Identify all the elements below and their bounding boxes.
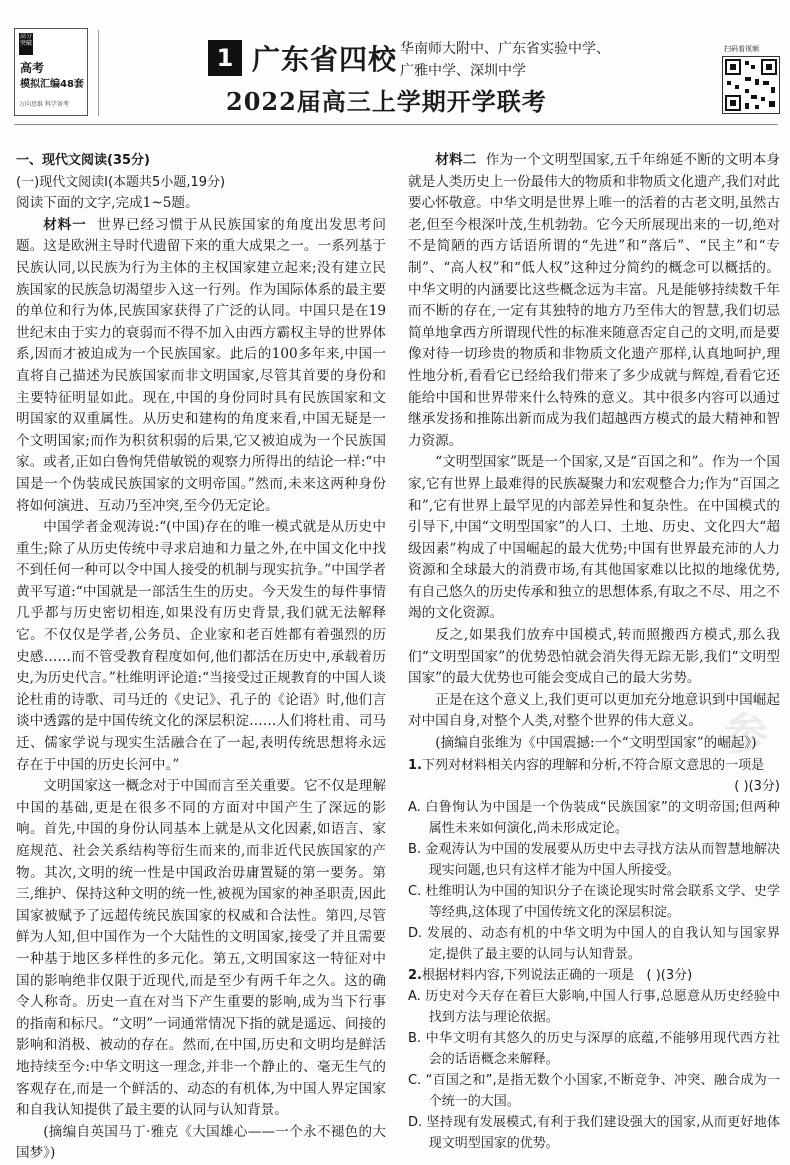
badge-line2: 模拟汇编48套	[20, 79, 84, 90]
exam-number: 1	[208, 40, 242, 76]
badge-line3: 万向思维 科学备考	[19, 101, 69, 108]
material2-paragraph-4: 正是在这个意义上,我们更可以更加充分地意识到中国崛起对中国自身,对整个人类,对整个世界的伟大意义。	[408, 691, 780, 730]
material1-paragraph-1	[16, 215, 386, 517]
exam-title: 2022届高三上学期开学联考	[226, 87, 547, 116]
left-column	[16, 150, 386, 1165]
question-2-option-d[interactable]: D. 坚持现有发展模式,有利于我们建设强大的国家,从而更好地体现文明型国家的优势。	[408, 1114, 780, 1151]
book-cover-logo	[14, 28, 88, 116]
question-1-stem: 下列对材料相关内容的理解和分析,不符合原文意思的一项是	[421, 757, 765, 773]
question-1-option-c[interactable]: C. 杜维明认为中国的知识分子在谈论现实时常会联系文学、史学等经典,这体现了中国传统文化的深层积淀。	[408, 883, 780, 920]
material1-paragraph-2: 中国学者金观涛说:“(中国)存在的唯一模式就是从历史中重生;除了从历史传统中寻求启迪和力量之外,在中国文化中找不到任何一种可以令中国人接受的机制与现实抗争。”中国学者黄平写道:“中国就是一部活生生的历史。今天发生的每件事情几乎都与历史密切相连,如果没有历史背景,我们就无法解释它。不仅仅是学者,公务员、企业家和老百姓都有着强烈的历史感……而不管受教育程度如何,他们都活在历史中,承载着历史,为历史代言。”杜维明评论道:“当接受过正规教育的中国人谈论杜甫的诗歌、司马迁的《史记》、孔子的《论语》时,他们言谈中透露的是中国传统文化的深层积淀……人们将杜甫、司马迁、儒家学说与现实生活融合在了一起,表明传统思想将永远存在于中国的历史长河中。”	[16, 519, 386, 773]
question-1-option-b[interactable]: B. 金观涛认为中国的发展要从历史中去寻找方法从而智慧地解决现实问题,也只有这样才能为中国人所接受。	[408, 841, 780, 878]
question-1-number: 1.	[408, 757, 422, 773]
question-2-option-b[interactable]: B. 中华文明有其悠久的历史与深厚的底蕴,不能够用现代西方社会的话语概念来解释。	[408, 1030, 780, 1067]
material1-label: 材料一	[43, 216, 87, 233]
header-rule	[14, 124, 778, 125]
material1-p1-text: 世界已经习惯于从民族国家的角度出发思考问题。这是欧洲主导时代遗留下来的重大成果之一。一系列基于民族认同,以民族为行为主体的主权国家建立起来;没有建立民族国家的民族急切渴望步入这一行列。作为国际体系的最主要的单位和行为体,民族国家获得了广泛的认同。中国只是在19世纪末由于实力的衰弱而不得不加入由西方霸权主导的世界体系,因而才被迫成为一个民族国家。此后的100多年来,中国一直将自己描述为民族国家而非文明国家,尽管其首要的身份和主要特征明显如此。现在,中国的身份同时具有民族国家和文明国家的双重属性。从历史和建构的角度来看,中国无疑是一个文明国家;而作为积贫积弱的后果,它又被迫成为一个民族国家。或者,正如白鲁恂凭借敏锐的观察力所得出的结论一样:“中国是一个伪装成民族国家的文明帝国。”然而,未来这两种身份将如何演进、互动乃至冲突,至今仍无定论。	[16, 216, 386, 514]
material2-paragraph-2: “文明型国家”既是一个国家,又是“百国之和”。作为一个国家,它有世界上最难得的民族凝聚力和宏观整合力;作为“百国之和”,它有世界上最罕见的内部差异性和复杂性。在中国模式的引导下,中国“文明型国家”的人口、土地、历史、文化四大“超级因素”构成了中国崛起的最大优势;中国有世界最充沛的人力资源和全球最大的消费市场,有其他国家难以比拟的地缘优势,有自己悠久的历史传承和独立的思想体系,有取之不尽、用之不竭的文化资源。	[408, 454, 780, 622]
school-group-title: 广东省四校	[252, 43, 398, 76]
right-column	[408, 150, 780, 1154]
material2-p1-text: 作为一个文明型国家,五千年绵延不断的文明本身就是人类历史上一份最伟大的物质和非物质文化遗产,我们对此要心怀敬意。中华文明是世界上唯一的活着的古老文明,虽然古老,但至今根深叶茂,生机勃勃。它今天所展现出来的一切,绝对不是简陋的西方话语所谓的“先进”和“落后”、“民主”和“专制”、“高人权”和“低人权”这种过分简约的概念可以概括的。中华文明的内涵要比这些概念远为丰富。凡是能够持续数千年而不断的存在,一定有其独特的地方乃至伟大的智慧,我们切忌简单地拿西方所谓现代性的标准来随意否定自己的文明,而是要像对待一切珍贵的物质和非物质文化遗产那样,认真地呵护,理性地分析,看看它已经给我们带来了多少成就与辉煌,看看它还能给中国和世界带来什么特殊的意义。其中很多内容可以通过继承发扬和推陈出新而成为我们超越西方模式的最大精神和智力资源。	[408, 152, 780, 449]
watermark: 参	[724, 709, 768, 760]
schools-line-2: 广雅中学、深圳中学	[400, 63, 526, 79]
question-1-option-d[interactable]: D. 发展的、动态有机的中华文明为中国人的自我认知与国家界定,提供了最主要的认同与认知背景。	[408, 925, 780, 962]
material2-source: (摘编自张维为《中国震撼:一个“文明型国家”的崛起》)	[435, 735, 757, 752]
question-1-option-a[interactable]: A. 白鲁恂认为中国是一个伪装成“民族国家”的文明帝国;但两种属性未来如何演化,尚未形成定论。	[408, 799, 780, 836]
page-header	[0, 0, 790, 135]
schools-line-1: 华南师大附中、广东省实验中学、	[400, 41, 610, 57]
material1-source: (摘编自英国马丁·雅克《大国雄心——一个永不褪色的大国梦》)	[16, 1123, 386, 1162]
section-heading: 一、现代文阅读(35分)	[16, 153, 150, 168]
material1-paragraph-3: 文明国家这一概念对于中国而言至关重要。它不仅是理解中国的基础,更是在很多不同的方面对中国产生了深远的影响。首先,中国的身份认同基本上就是从文化因素,如语言、家庭规范、社会关系结构等衍生而来的,而非近代民族国家的产物。其次,文明的统一性是中国政治毋庸置疑的第一要务。第三,维护、保持这种文明的统一性,被视为国家的神圣职责,因此国家被赋予了远超传统民族国家的权威和合法性。第四,尽管鲜为人知,但中国作为一个大陆性的文明国家,接受了并且需要一种基于地区多样性的多元化。第五,文明国家这一特征对中国的影响绝非仅限于近现代,而是至少有两千年之久。这的确令人称奇。历史一直在对当下产生重要的影响,成为当下行事的指南和标尺。“文明”一词通常情况下指的就是遥远、间接的影响和消极、被动的存在。然而,在中国,历史和文明均是鲜活地持续至今:中华文明这一理念,并非一个静止的、毫无生气的客观存在,而是一个鲜活的、动态的有机体,为中国人界定国家和自我认知提供了最主要的认同与认知背景。	[16, 778, 386, 1119]
material2-paragraph-1	[408, 150, 780, 452]
badge-line1: 高考	[20, 61, 45, 75]
question-2-option-c[interactable]: C. “百国之和”,是指无数个小国家,不断竞争、冲突、融合成为一个统一的大国。	[408, 1072, 780, 1109]
question-1-score[interactable]: ( )(3分)	[734, 778, 780, 794]
qr-code-icon[interactable]	[722, 56, 780, 114]
subsection-heading: (一)现代文阅读Ⅰ(本题共5小题,19分)	[16, 174, 226, 190]
question-2-score[interactable]: ( )(3分)	[646, 967, 693, 983]
question-2-stem: 根据材料内容,下列说法正确的一项是	[421, 967, 635, 983]
question-2	[408, 965, 780, 986]
material2-paragraph-3: 反之,如果我们放弃中国模式,转而照搬西方模式,那么我们“文明型国家”的优势恐怕就会消失得无踪无影,我们“文明型国家”的最大优势也可能会变成自己的最大劣势。	[408, 627, 780, 687]
question-2-option-a[interactable]: A. 历史对今天存在着巨大影响,中国人行事,总愿意从历史经验中找到方法与理论依据。	[408, 988, 780, 1025]
header-divider	[98, 30, 99, 116]
qr-label: 扫码看视频	[724, 45, 759, 53]
material2-label: 材料二	[435, 152, 477, 168]
question-2-number: 2.	[408, 967, 422, 983]
instruction: 阅读下面的文字,完成1~5题。	[16, 195, 199, 212]
series-stamp: 高分 突破	[19, 33, 33, 55]
